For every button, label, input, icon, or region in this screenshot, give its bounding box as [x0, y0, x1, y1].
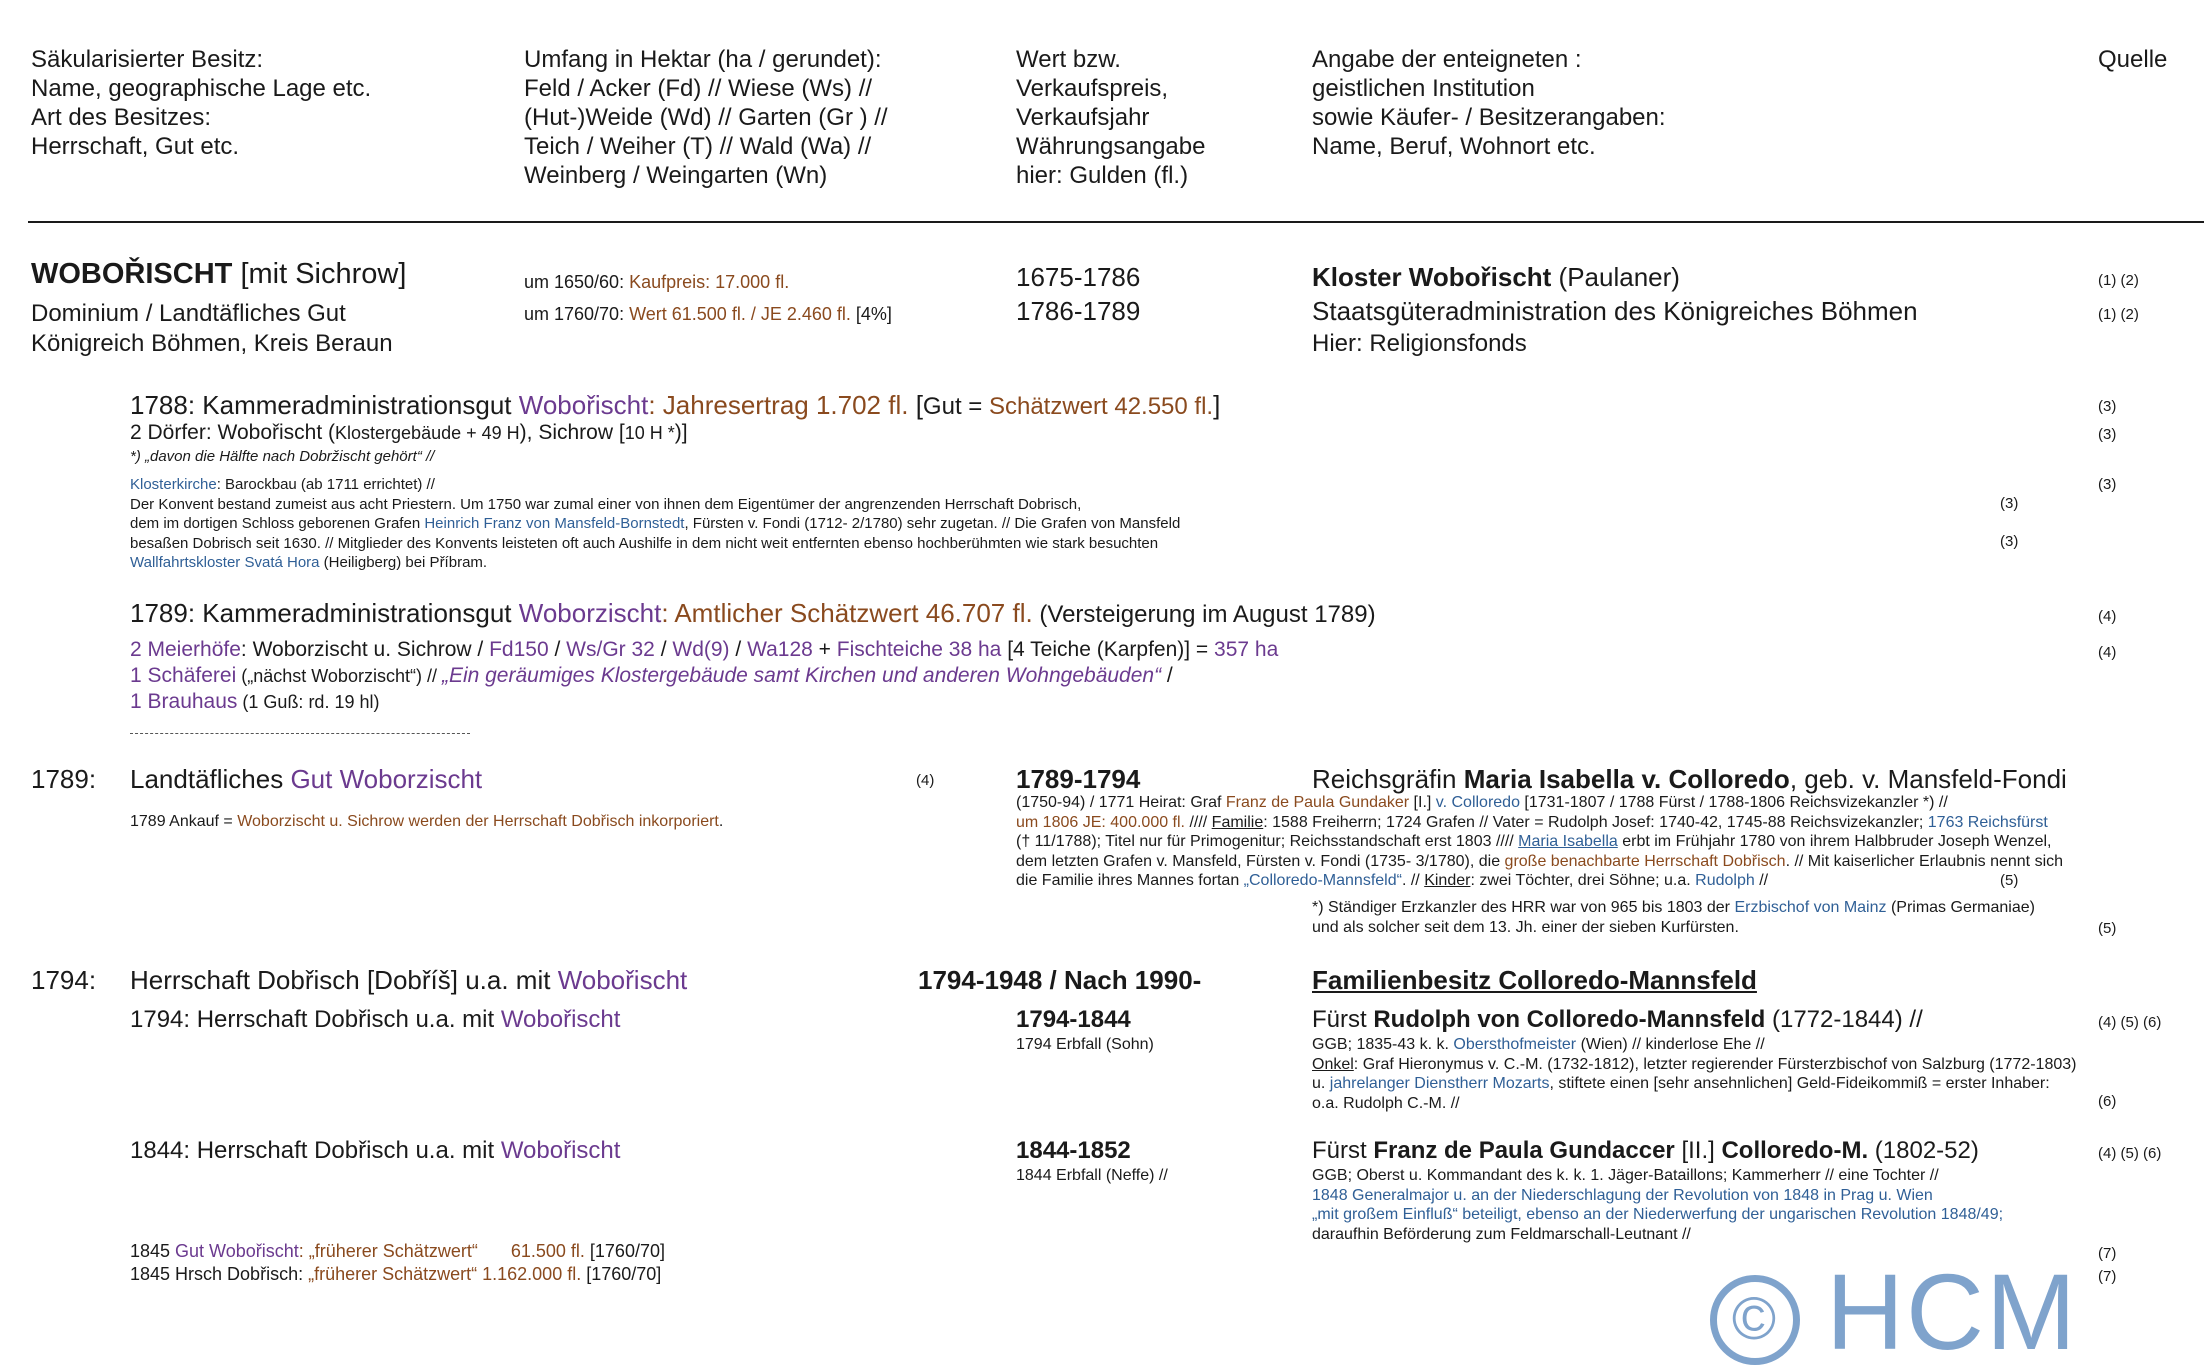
row-1789-heading: Landtäfliches Gut Woborzischt [130, 764, 483, 794]
header-line: Name, Beruf, Wohnort etc. [1312, 133, 1596, 160]
text-line: um 1806 JE: 400.000 fl. //// Familie: 1588 Freiherrn; 1724 Grafen // Vater = Rudolph Josef: 1740-42, 1745-88 Reichsvizekanzler; 1763 Reichsfürst [1016, 813, 2048, 831]
value-1760: um 1760/70: Wert 61.500 fl. / JE 2.460 fl. [4%] [524, 304, 892, 324]
row-1845-herrschaft: 1845 Hrsch Dobřisch: „früherer Schätzwert“ 1.162.000 fl. [1760/70] [130, 1264, 662, 1284]
source-ref: (3) [2000, 495, 2019, 512]
source-ref: (4) [2098, 644, 2117, 661]
row-1844-details [1312, 1166, 2003, 1244]
text-line: dem letzten Grafen v. Mansfeld, Fürsten v. Fondi (1735- 3/1780), die große benachbarte Herrschaft Dobřisch. // Mit kaiserlicher Erlaubnis nennt sich [1016, 852, 2064, 870]
source-ref: (6) [2098, 1093, 2117, 1110]
row-1789-note: 1789 Ankauf = Woborzischt u. Sichrow werden der Herrschaft Dobřisch inkorporiert. [130, 813, 724, 830]
header-line: Feld / Acker (Fd) // Wiese (Ws) // [524, 75, 873, 102]
section-1788-text [130, 475, 1180, 573]
text-line: „mit großem Einfluß“ beteiligt, ebenso an der Niederwerfung der ungarischen Revolution 1848/49; [1312, 1206, 2004, 1223]
header-line: (Hut-)Weide (Wd) // Garten (Gr ) // [524, 104, 888, 131]
row-1789-details [1016, 793, 2063, 891]
header-line: Währungsangabe [1016, 133, 1206, 160]
source-ref: (4) (5) (6) [2098, 1145, 2162, 1162]
section-1789-farms: 2 Meierhöfe: Woborzischt u. Sichrow / Fd150 / Ws/Gr 32 / Wd(9) / Wa128 + Fischteiche 38 ha [4 Teiche (Karpfen)] = 357 ha [130, 638, 1279, 661]
owner-kloster: Kloster Wobořischt (Paulaner) [1312, 262, 1680, 292]
row-1794-subperiod: 1794-1844 [1016, 1006, 1131, 1033]
header-line: Umfang in Hektar (ha / gerundet): [524, 46, 882, 73]
title-subtitle: Dominium / Landtäfliches Gut [31, 300, 346, 327]
row-1844-period: 1844-1852 [1016, 1137, 1131, 1164]
page-title: WOBOŘISCHT [mit Sichrow] [31, 258, 407, 290]
header-line: hier: Gulden (fl.) [1016, 162, 1189, 189]
text-line: daraufhin Beförderung zum Feldmarschall-Leutnant // [1312, 1225, 1691, 1243]
text-line: dem im dortigen Schloss geborenen Grafen Heinrich Franz von Mansfeld-Bornstedt, Fürsten v. Fondi (1712- 2/1780) sehr zugetan. // Die Grafen von Mansfeld [130, 515, 1181, 532]
watermark-text: HCM [1826, 1251, 2078, 1372]
source-ref: (3) [2000, 533, 2019, 550]
source-ref: (4) [2098, 608, 2117, 625]
row-1794-period: 1794-1948 / Nach 1990- [918, 965, 1202, 995]
source-ref: (3) [2098, 476, 2117, 493]
source-ref: (7) [2098, 1268, 2117, 1285]
owner-staat: Staatsgüteradministration des Königreiches Böhmen [1312, 296, 1918, 326]
header-col-area [524, 45, 888, 190]
text-line: die Familie ihres Mannes fortan „Colloredo-Mannsfeld“. // Kinder: zwei Töchter, drei Söhne; u.a. Rudolph // [1016, 872, 1769, 889]
header-col-owner [1312, 45, 1666, 161]
header-line: Säkularisierter Besitz: [31, 46, 264, 73]
text-line: *) Ständiger Erzkanzler des HRR war von 965 bis 1803 der Erzbischof von Mainz (Primas Germaniae) [1312, 899, 2035, 916]
text-line: Wallfahrtskloster Svatá Hora (Heiligberg) bei Příbram. [130, 554, 488, 571]
source-ref: (3) [2098, 398, 2117, 415]
header-divider [28, 221, 2204, 223]
row-1845-gut: 1845 Gut Wobořischt: „früherer Schätzwert“ 61.500 fl. [1760/70] [130, 1241, 665, 1261]
row-1794-heading: Herrschaft Dobřisch [Dobříš] u.a. mit Wobořischt [130, 965, 688, 995]
text-line: Onkel: Graf Hieronymus v. C.-M. (1732-1812), letzter regierender Fürsterzbischof von Salzburg (1772-1803) [1312, 1055, 2077, 1073]
header-line: Art des Besitzes: [31, 104, 212, 131]
text-line: 1848 Generalmajor u. an der Niederschlagung der Revolution von 1848 in Prag u. Wien [1312, 1186, 1933, 1204]
text-line: u. jahrelanger Dienstherr Mozarts, stiftete einen [sehr ansehnlichen] Geld-Fideikommiß = erster Inhaber: [1312, 1075, 2050, 1092]
text-line: Klosterkirche: Barockbau (ab 1711 errichtet) // [130, 476, 435, 493]
section-1788-heading: 1788: Kammeradministrationsgut Wobořischt: Jahresertrag 1.702 fl. [Gut = Schätzwert 42.550 fl.] [130, 390, 1221, 420]
source-ref: (4) (5) (6) [2098, 1014, 2162, 1031]
header-line: geistlichen Institution [1312, 75, 1535, 102]
section-divider [130, 733, 470, 734]
text-line: († 11/1788); Titel nur für Primogenitur; Reichsstandschaft erst 1803 //// Maria Isabella erbt im Frühjahr 1780 von ihrem Halbbruder Joseph Wenzel, [1016, 833, 2052, 850]
row-1844-owner: Fürst Franz de Paula Gundaccer [II.] Colloredo-M. (1802-52) [1312, 1137, 1979, 1164]
section-1788-villages: 2 Dörfer: Wobořischt (Klostergebäude + 49 H), Sichrow [10 H *)] [130, 421, 688, 444]
title-location: Königreich Böhmen, Kreis Beraun [31, 330, 393, 357]
copyright-icon: © [1710, 1275, 1800, 1365]
text-line: o.a. Rudolph C.-M. // [1312, 1094, 1460, 1112]
owner-religionsfonds: Hier: Religionsfonds [1312, 330, 1527, 357]
header-line: Angabe der enteigneten : [1312, 46, 1582, 73]
row-1794-owner: Fürst Rudolph von Colloredo-Mannsfeld (1772-1844) // [1312, 1006, 1923, 1033]
row-1789-footnote [1312, 898, 2035, 937]
header-line: Teich / Weiher (T) // Wald (Wa) // [524, 133, 872, 160]
source-ref: (3) [2098, 426, 2117, 443]
row-1794-family: Familienbesitz Colloredo-Mannsfeld [1312, 965, 1757, 995]
section-1789-heading: 1789: Kammeradministrationsgut Woborzischt: Amtlicher Schätzwert 46.707 fl. (Versteigerung im August 1789) [130, 598, 1376, 628]
header-col-object [31, 45, 371, 161]
text-line: besaßen Dobrisch seit 1630. // Mitglieder des Konvents leisteten oft auch Aushilfe in dem nicht weit entfernten ebenso hochberühmten wie stark besuchten [130, 534, 1159, 552]
text-line: (1750-94) / 1771 Heirat: Graf Franz de Paula Gundaker [I.] v. Colloredo [1731-1807 / 1788 Fürst / 1788-1806 Reichsvizekanzler *) // [1016, 794, 1948, 811]
source-ref: (5) [2098, 920, 2117, 937]
header-line: Name, geographische Lage etc. [31, 75, 372, 102]
text-line: und als solcher seit dem 13. Jh. einer der sieben Kurfürsten. [1312, 918, 1739, 936]
period-1786: 1786-1789 [1016, 296, 1141, 326]
value-1650: um 1650/60: Kaufpreis: 17.000 fl. [524, 272, 790, 292]
text-line: Der Konvent bestand zumeist aus acht Priestern. Um 1750 war zumal einer von ihnen dem Eigentümer der angrenzenden Herrschaft Dobrisch, [130, 495, 1082, 513]
row-1789-year: 1789: [31, 764, 97, 794]
header-line: sowie Käufer- / Besitzerangaben: [1312, 104, 1666, 131]
section-1789-sheepfarm: 1 Schäferei („nächst Woborzischt“) // „Ein geräumiges Klostergebäude samt Kirchen und anderen Wohngebäuden“ / [130, 664, 1173, 687]
source-ref: (7) [2098, 1245, 2117, 1262]
section-1788-footnote: *) „davon die Hälfte nach Dobržischt gehört“ // [130, 448, 435, 465]
header-line: Verkaufsjahr [1016, 104, 1150, 131]
header-col-value [1016, 45, 1205, 190]
row-1789-period: 1789-1794 [1016, 764, 1141, 794]
copyright-watermark [1710, 1251, 2078, 1372]
row-1844-heading: 1844: Herrschaft Dobřisch u.a. mit Wobořischt [130, 1137, 621, 1164]
section-1789-brewery: 1 Brauhaus (1 Guß: rd. 19 hl) [130, 690, 380, 713]
header-line: Wert bzw. [1016, 46, 1121, 73]
header-line: Herrschaft, Gut etc. [31, 133, 240, 160]
header-line: Verkaufspreis, [1016, 75, 1169, 102]
row-1844-note: 1844 Erbfall (Neffe) // [1016, 1167, 1168, 1184]
header-line: Weinberg / Weingarten (Wn) [524, 162, 828, 189]
source-ref: (4) [916, 772, 935, 789]
text-line: GGB; Oberst u. Kommandant des k. k. 1. Jäger-Bataillons; Kammerherr // eine Tochter // [1312, 1167, 1939, 1184]
period-1675: 1675-1786 [1016, 262, 1141, 292]
source-ref: (1) (2) [2098, 306, 2139, 323]
text-line: GGB; 1835-43 k. k. Obersthofmeister (Wien) // kinderlose Ehe // [1312, 1036, 1765, 1053]
source-ref: (5) [2000, 872, 2019, 889]
source-ref: (1) (2) [2098, 272, 2139, 289]
row-1789-owner: Reichsgräfin Maria Isabella v. Colloredo, geb. v. Mansfeld-Fondi [1312, 764, 2067, 794]
row-1794-subnote: 1794 Erbfall (Sohn) [1016, 1036, 1154, 1053]
row-1794-year: 1794: [31, 965, 97, 995]
row-1794-sub: 1794: Herrschaft Dobřisch u.a. mit Wobořischt [130, 1006, 621, 1033]
row-1794-details [1312, 1035, 2076, 1113]
header-col-source: Quelle [2098, 46, 2168, 73]
